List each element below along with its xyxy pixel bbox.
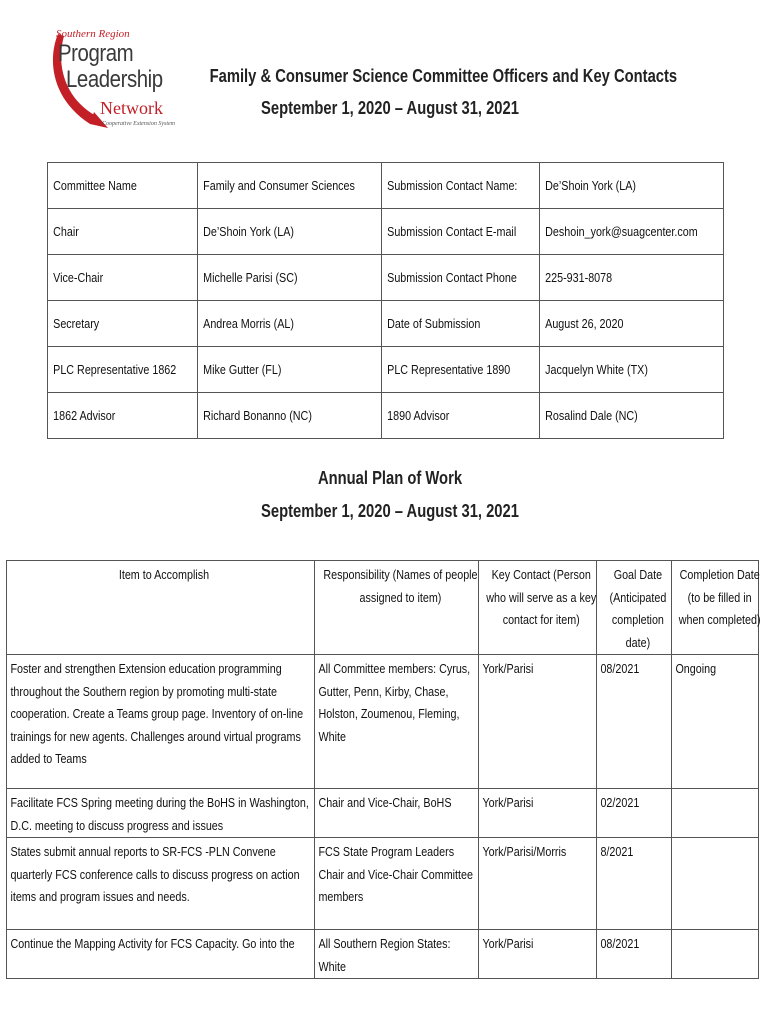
- plan-cell-text: York/Parisi: [482, 937, 534, 951]
- logo-network: Network: [100, 98, 163, 118]
- contact-field-label: Submission Contact Phone: [386, 270, 517, 285]
- plan-row: [7, 789, 759, 838]
- contacts-row: [48, 393, 724, 439]
- contact-field-label: Vice-Chair: [53, 270, 104, 285]
- plan-cell-text: All Southern Region States: White: [318, 937, 451, 974]
- plan-cell: [314, 930, 478, 979]
- plan-cell: [597, 655, 672, 789]
- contacts-cell: [381, 163, 539, 209]
- contact-field-value: Mike Gutter (FL): [203, 362, 282, 377]
- plan-cell: [478, 789, 597, 838]
- contact-field-label: Secretary: [53, 316, 100, 331]
- plan-cell: [478, 838, 597, 930]
- contact-field-value: Andrea Morris (AL): [203, 316, 295, 331]
- plan-cell-text: York/Parisi: [482, 796, 534, 810]
- plan-row: [7, 655, 759, 789]
- plan-dates: September 1, 2020 – August 31, 2021: [261, 501, 519, 521]
- plan-cell: [672, 838, 759, 930]
- column-header: Goal Date (Anticipated completion date): [609, 568, 667, 650]
- contacts-cell: [48, 347, 198, 393]
- contacts-cell: [48, 209, 198, 255]
- logo-line1: Program: [58, 40, 134, 67]
- contact-field-label: Committee Name: [53, 178, 137, 193]
- plan-cell: [478, 655, 597, 789]
- contact-field-value: Rosalind Dale (NC): [545, 408, 638, 423]
- contacts-cell: [381, 347, 539, 393]
- contact-field-label: Submission Contact E-mail: [386, 224, 516, 239]
- plan-cell-text: York/Parisi: [482, 662, 534, 676]
- contacts-cell: [540, 301, 724, 347]
- plan-cell-text: Continue the Mapping Activity for FCS Capacity. Go into the: [10, 937, 295, 951]
- page-title: Family & Consumer Science Committee Officers and Key Contacts: [209, 66, 678, 86]
- contact-field-value: Family and Consumer Sciences: [203, 178, 356, 193]
- plan-header-cell: [672, 561, 759, 655]
- plan-table: [6, 560, 759, 979]
- plan-cell: [314, 655, 478, 789]
- plan-cell: [7, 789, 315, 838]
- contacts-cell: [48, 393, 198, 439]
- contacts-row: [48, 301, 724, 347]
- plan-cell-text: Ongoing: [675, 662, 717, 676]
- plan-header-cell: [314, 561, 478, 655]
- contacts-cell: [48, 255, 198, 301]
- plan-cell-text: All Committee members: Cyrus, Gutter, Penn, Kirby, Chase, Holston, Zoumenou, Fleming, White: [318, 662, 471, 744]
- contacts-table: [47, 162, 724, 439]
- contacts-cell: [540, 163, 724, 209]
- contact-field-value: Deshoin_york@suagcenter.com: [545, 224, 698, 239]
- contact-field-value: De’Shoin York (LA): [545, 178, 637, 193]
- contact-field-value: August 26, 2020: [545, 316, 624, 331]
- contacts-row: [48, 163, 724, 209]
- contacts-cell: [381, 393, 539, 439]
- contacts-cell: [540, 255, 724, 301]
- contacts-cell: [48, 163, 198, 209]
- plan-cell-text: FCS State Program Leaders Chair and Vice-Chair Committee members: [318, 845, 473, 904]
- contact-field-label: Submission Contact Name:: [386, 178, 518, 193]
- column-header: Key Contact (Person who will serve as a key contact for item): [486, 568, 597, 627]
- contacts-cell: [381, 255, 539, 301]
- contact-field-label: PLC Representative 1890: [386, 362, 510, 377]
- contacts-row: [48, 255, 724, 301]
- plan-cell: [597, 789, 672, 838]
- plan-cell: [7, 838, 315, 930]
- contacts-row: [48, 209, 724, 255]
- plan-header-cell: [597, 561, 672, 655]
- plan-cell-text: Foster and strengthen Extension education programming throughout the Southern region by promoting multi-state cooperation. Create a Teams group page. Inventory of on-line trainings for new agents. Challenges around virtual programs added to Teams: [10, 662, 304, 766]
- contact-field-label: 1890 Advisor: [386, 408, 449, 423]
- plan-cell-text: 02/2021: [600, 796, 640, 810]
- contacts-cell: [198, 347, 381, 393]
- contacts-cell: [198, 255, 381, 301]
- plan-cell-text: [672, 838, 764, 841]
- contact-field-label: Chair: [53, 224, 79, 239]
- contact-field-value: 225-931-8078: [545, 270, 613, 285]
- contacts-cell: [540, 393, 724, 439]
- plan-header-cell: [478, 561, 597, 655]
- plan-header-cell: [7, 561, 315, 655]
- contacts-cell: [48, 301, 198, 347]
- plan-cell-text: 08/2021: [600, 662, 640, 676]
- contact-field-value: De’Shoin York (LA): [203, 224, 295, 239]
- plan-cell: [597, 838, 672, 930]
- plan-cell: [314, 838, 478, 930]
- contact-field-value: Richard Bonanno (NC): [203, 408, 313, 423]
- contacts-row: [48, 347, 724, 393]
- logo-top-text: Southern Region: [56, 28, 130, 40]
- plan-cell: [672, 930, 759, 979]
- contact-field-label: PLC Representative 1862: [53, 362, 177, 377]
- page-dates: September 1, 2020 – August 31, 2021: [261, 98, 519, 118]
- plan-title: Annual Plan of Work: [317, 468, 463, 488]
- plan-cell-text: Chair and Vice-Chair, BoHS: [318, 796, 452, 810]
- plan-cell-text: [672, 789, 764, 792]
- plan-cell-text: 08/2021: [600, 937, 640, 951]
- contacts-cell: [198, 301, 381, 347]
- plan-cell: [314, 789, 478, 838]
- column-header: Responsibility (Names of people assigned to item): [323, 568, 478, 605]
- plan-cell-text: States submit annual reports to SR-FCS -PLN Convene quarterly FCS conference calls to discuss progress on action items and program issues and needs.: [10, 845, 300, 904]
- logo-line2: Leadership: [66, 66, 163, 93]
- plan-row: [7, 838, 759, 930]
- plan-cell-text: [672, 930, 764, 933]
- plan-cell: [7, 930, 315, 979]
- plan-cell-text: Facilitate FCS Spring meeting during the BoHS in Washington, D.C. meeting to discuss progress and issues: [10, 796, 309, 833]
- plan-cell: [7, 655, 315, 789]
- plan-cell: [597, 930, 672, 979]
- plan-cell: [478, 930, 597, 979]
- contacts-cell: [198, 163, 381, 209]
- contacts-cell: [540, 347, 724, 393]
- contact-field-label: 1862 Advisor: [53, 408, 116, 423]
- contact-field-value: Michelle Parisi (SC): [203, 270, 298, 285]
- contacts-cell: [198, 393, 381, 439]
- plan-cell-text: York/Parisi/Morris: [482, 845, 566, 859]
- column-header: Completion Date (to be filled in when completed): [678, 568, 761, 627]
- contacts-cell: [540, 209, 724, 255]
- contacts-cell: [381, 209, 539, 255]
- contacts-cell: [381, 301, 539, 347]
- contacts-cell: [198, 209, 381, 255]
- contact-field-value: Jacquelyn White (TX): [545, 362, 648, 377]
- column-header: Item to Accomplish: [119, 568, 210, 582]
- plan-cell: [672, 789, 759, 838]
- contact-field-label: Date of Submission: [386, 316, 481, 331]
- plan-row: [7, 930, 759, 979]
- plln-logo: [50, 28, 175, 136]
- plan-cell-text: 8/2021: [600, 845, 634, 859]
- plan-cell: [672, 655, 759, 789]
- plan-header-row: [7, 561, 759, 655]
- logo-subtitle: Cooperative Extension System: [102, 121, 175, 127]
